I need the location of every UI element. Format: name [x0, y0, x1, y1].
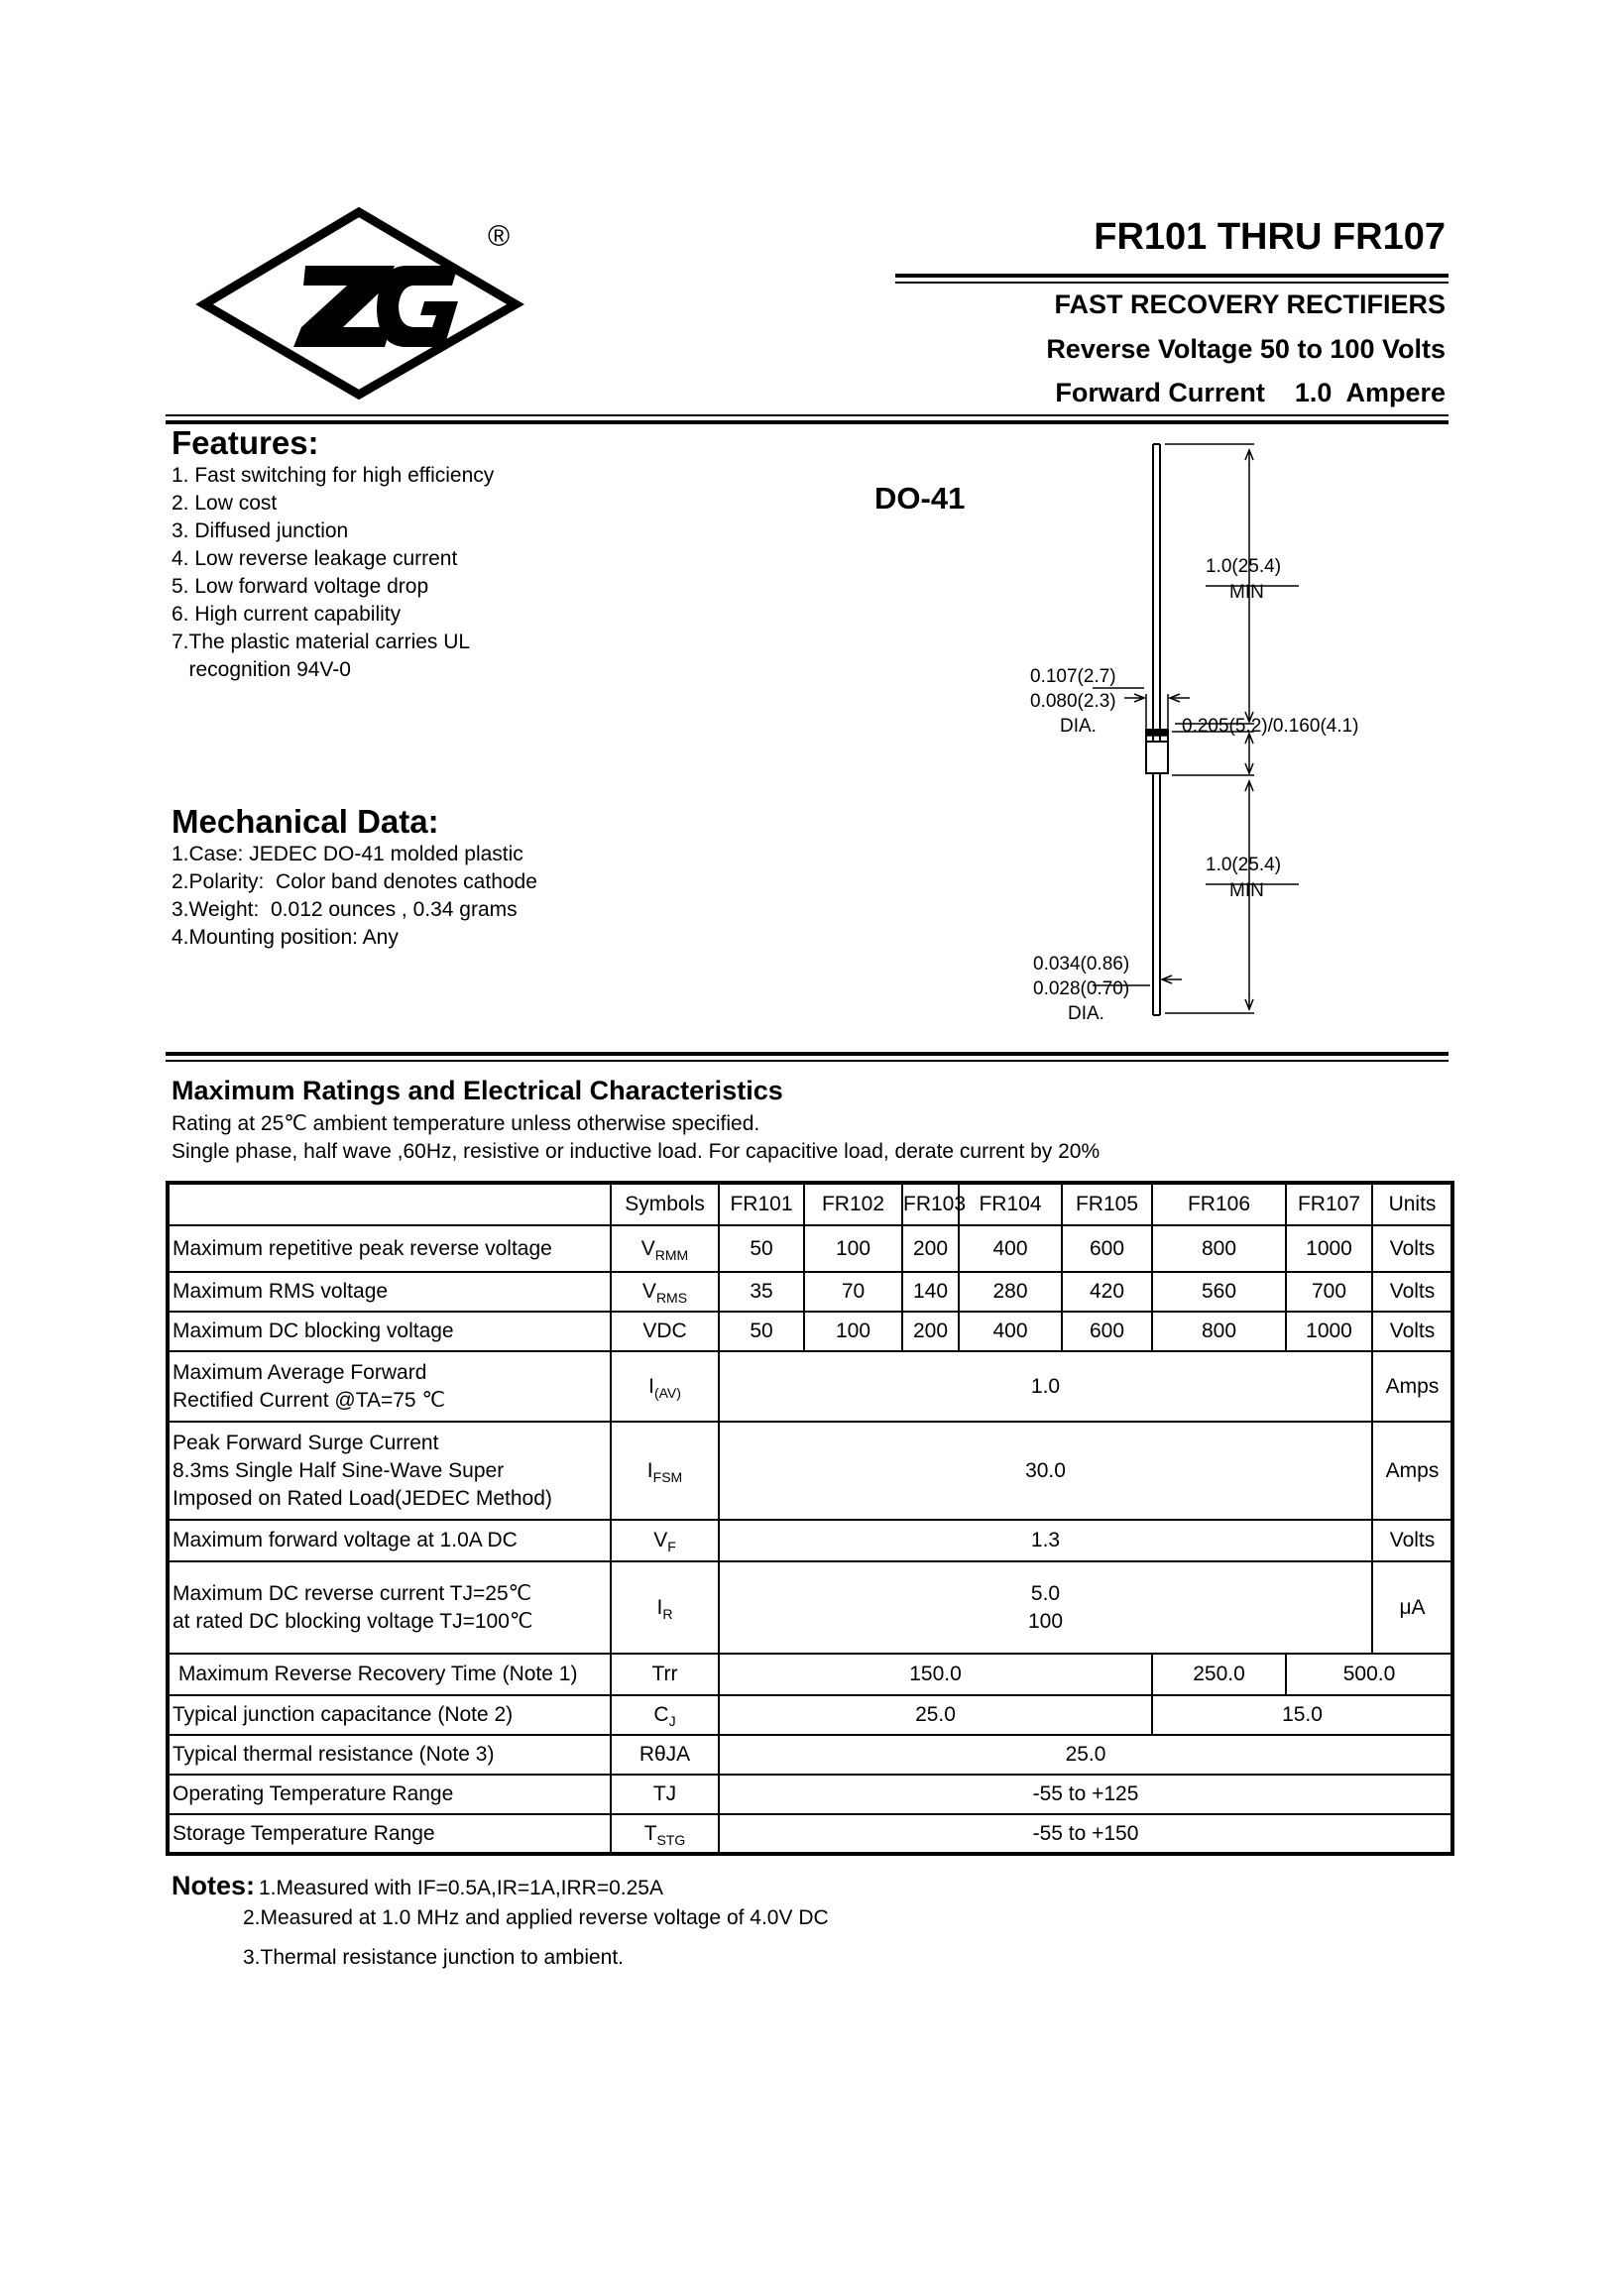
table-row: [168, 1654, 1452, 1695]
value-cell: 1000: [1286, 1225, 1372, 1272]
value-cell: 35: [719, 1272, 804, 1312]
feature-item: 3. Diffused junction: [172, 519, 349, 542]
value-cell: 500.0: [1286, 1654, 1452, 1695]
ratings-condition-2: Single phase, half wave ,60Hz, resistive or inductive load. For capacitive load, derate current by 20%: [172, 1140, 1101, 1163]
ratings-condition-1: Rating at 25℃ ambient temperature unless otherwise specified.: [172, 1112, 760, 1135]
param-desc: Maximum DC blocking voltage: [168, 1312, 611, 1351]
param-symbol: [611, 1422, 719, 1520]
registered-mark: ®: [488, 220, 511, 253]
dim-body-dia-label: DIA.: [1060, 716, 1097, 737]
symbol-sub: (AV): [653, 1384, 681, 1401]
desc-line: Maximum DC reverse current TJ=25℃: [173, 1581, 532, 1605]
symbol-main: I: [648, 1374, 654, 1398]
feature-item: 5. Low forward voltage drop: [172, 575, 429, 598]
section-rule-thin: [166, 414, 1449, 416]
dim-lead-length-top-min: MIN: [1229, 582, 1264, 603]
param-desc: Maximum repetitive peak reverse voltage: [168, 1225, 611, 1272]
value-cell: 700: [1286, 1272, 1372, 1312]
value-cell: -55 to +150: [719, 1814, 1452, 1854]
value-cell: 70: [804, 1272, 902, 1312]
dim-lead-dia-max: 0.034(0.86): [1033, 954, 1130, 975]
param-symbol: Trr: [611, 1654, 719, 1695]
dim-lead-length-top: 1.0(25.4): [1206, 556, 1282, 577]
dim-lead-dia-label: DIA.: [1068, 1003, 1104, 1024]
value-cell: 15.0: [1152, 1695, 1452, 1735]
value-cell: 200: [902, 1312, 959, 1351]
table-row: [168, 1814, 1452, 1854]
value-cell: 1.0: [719, 1351, 1372, 1422]
dim-lead-dia-min: 0.028(0.70): [1033, 978, 1130, 999]
value-cell: 25.0: [719, 1695, 1152, 1735]
value-cell: 800: [1152, 1312, 1286, 1351]
table-row: [168, 1520, 1452, 1561]
desc-line: 8.3ms Single Half Sine-Wave Super: [173, 1458, 505, 1482]
param-desc: Maximum Reverse Recovery Time (Note 1): [168, 1654, 611, 1695]
symbol-main: V: [641, 1280, 656, 1303]
value-cell: 100: [804, 1312, 902, 1351]
header-cell: Units: [1372, 1183, 1452, 1225]
feature-item: 1. Fast switching for high efficiency: [172, 464, 495, 487]
unit-cell: Amps: [1372, 1422, 1452, 1520]
document-title: FR101 THRU FR107: [1094, 216, 1446, 258]
mechanical-title: Mechanical Data:: [172, 803, 439, 840]
value-cell: 250.0: [1152, 1654, 1286, 1695]
value-cell: 1000: [1286, 1312, 1372, 1351]
value-cell: 600: [1062, 1312, 1152, 1351]
table-row: [168, 1561, 1452, 1654]
value-cell: [719, 1561, 1372, 1654]
unit-cell: Volts: [1372, 1272, 1452, 1312]
value-cell: 420: [1062, 1272, 1152, 1312]
param-symbol: TJ: [611, 1775, 719, 1814]
unit-cell: Volts: [1372, 1225, 1452, 1272]
mechanical-item: 1.Case: JEDEC DO-41 molded plastic: [172, 843, 523, 865]
table-row: [168, 1225, 1452, 1272]
param-symbol: [611, 1272, 719, 1312]
mechanical-item: 2.Polarity: Color band denotes cathode: [172, 870, 537, 893]
brand-logo: [198, 208, 525, 397]
feature-item: 6. High current capability: [172, 603, 402, 626]
ratings-rule-thick: [166, 1052, 1449, 1056]
desc-line: at rated DC blocking voltage TJ=100℃: [173, 1609, 533, 1633]
table-row: [168, 1351, 1452, 1422]
value-cell: 30.0: [719, 1422, 1372, 1520]
table-row: [168, 1775, 1452, 1814]
features-list: [172, 462, 494, 684]
symbol-main: T: [643, 1821, 657, 1845]
value-cell: 50: [719, 1312, 804, 1351]
symbol-main: V: [640, 1236, 655, 1260]
symbol-sub: R: [662, 1605, 673, 1622]
header-cell: Symbols: [611, 1183, 719, 1225]
param-desc: Storage Temperature Range: [168, 1814, 611, 1854]
value-cell: 150.0: [719, 1654, 1152, 1695]
features-title: Features:: [172, 424, 319, 461]
dim-lead-length-bottom-min: MIN: [1229, 880, 1264, 901]
section-rule-thick: [166, 420, 1449, 424]
unit-cell: μA: [1372, 1561, 1452, 1654]
param-desc: Maximum forward voltage at 1.0A DC: [168, 1520, 611, 1561]
param-desc: Typical thermal resistance (Note 3): [168, 1735, 611, 1775]
header-cell-empty: [168, 1183, 611, 1225]
symbol-sub: RMS: [655, 1290, 688, 1306]
table-row: [168, 1695, 1452, 1735]
header-cell: FR106: [1152, 1183, 1286, 1225]
param-desc: Operating Temperature Range: [168, 1775, 611, 1814]
param-symbol: [611, 1814, 719, 1854]
table-header-row: [168, 1183, 1452, 1225]
symbol-sub: FSM: [652, 1468, 683, 1485]
param-desc: Typical junction capacitance (Note 2): [168, 1695, 611, 1735]
mechanical-list: [172, 841, 537, 952]
ratings-title: Maximum Ratings and Electrical Characteristics: [172, 1076, 783, 1105]
value-cell: 200: [902, 1225, 959, 1272]
param-desc: [168, 1351, 611, 1422]
param-symbol: RθJA: [611, 1735, 719, 1775]
table-row: [168, 1312, 1452, 1351]
symbol-main: V: [653, 1529, 668, 1551]
param-symbol: [611, 1225, 719, 1272]
desc-line: Imposed on Rated Load(JEDEC Method): [173, 1486, 552, 1510]
value-cell: 800: [1152, 1225, 1286, 1272]
ratings-table: [166, 1181, 1454, 1856]
header-cell: FR102: [804, 1183, 902, 1225]
header-cell: FR107: [1286, 1183, 1372, 1225]
header-cell: FR103: [902, 1183, 959, 1225]
desc-line: Peak Forward Surge Current: [173, 1431, 439, 1454]
symbol-sub: F: [667, 1539, 676, 1554]
param-desc: Maximum RMS voltage: [168, 1272, 611, 1312]
symbol-main: I: [646, 1458, 653, 1482]
param-symbol: VDC: [611, 1312, 719, 1351]
param-desc: [168, 1422, 611, 1520]
symbol-main: I: [656, 1595, 663, 1619]
header-cell: FR104: [959, 1183, 1062, 1225]
param-symbol: [611, 1561, 719, 1654]
header-cell: FR105: [1062, 1183, 1152, 1225]
table-row: [168, 1272, 1452, 1312]
value-cell: 600: [1062, 1225, 1152, 1272]
desc-line: Rectified Current @TA=75 ℃: [173, 1388, 446, 1412]
notes-heading: Notes:: [172, 1871, 256, 1900]
param-desc: [168, 1561, 611, 1654]
feature-item: 2. Low cost: [172, 492, 278, 515]
dim-body-length: 0.205(5.2)/0.160(4.1): [1182, 716, 1359, 737]
value-cell: 400: [959, 1312, 1062, 1351]
param-symbol: [611, 1695, 719, 1735]
value-cell: 1.3: [719, 1520, 1372, 1561]
ratings-rule-thin: [166, 1060, 1449, 1062]
header-rule-thin: [895, 282, 1449, 284]
table-row: [168, 1735, 1452, 1775]
feature-item: 4. Low reverse leakage current: [172, 547, 458, 570]
table-row: [168, 1422, 1452, 1520]
value-cell: 400: [959, 1225, 1062, 1272]
reverse-voltage-spec: Reverse Voltage 50 to 100 Volts: [1046, 334, 1446, 364]
unit-cell: Volts: [1372, 1520, 1452, 1561]
value-cell: 280: [959, 1272, 1062, 1312]
note-3: 3.Thermal resistance junction to ambient.: [243, 1946, 625, 1969]
package-name: DO-41: [874, 481, 966, 516]
feature-item: recognition 94V-0: [172, 658, 351, 681]
symbol-sub: J: [668, 1713, 676, 1729]
mechanical-item: 4.Mounting position: Any: [172, 926, 399, 949]
symbol-main: C: [653, 1703, 669, 1726]
value-cell: 140: [902, 1272, 959, 1312]
value-cell: 560: [1152, 1272, 1286, 1312]
param-symbol: [611, 1351, 719, 1422]
symbol-sub: RMM: [654, 1246, 689, 1263]
dim-body-dia-max: 0.107(2.7): [1030, 666, 1116, 687]
value-line: 100: [1027, 1609, 1064, 1633]
unit-cell: Amps: [1372, 1351, 1452, 1422]
product-category: FAST RECOVERY RECTIFIERS: [1054, 289, 1446, 319]
feature-item: 7.The plastic material carries UL: [172, 631, 471, 653]
mechanical-item: 3.Weight: 0.012 ounces , 0.34 grams: [172, 898, 518, 921]
forward-current-spec: Forward Current 1.0 Ampere: [1055, 378, 1446, 407]
dim-lead-length-bottom: 1.0(25.4): [1206, 855, 1282, 875]
note-1: 1.Measured with IF=0.5A,IR=1A,IRR=0.25A: [259, 1877, 663, 1899]
dim-body-dia-min: 0.080(2.3): [1030, 691, 1116, 712]
unit-cell: Volts: [1372, 1312, 1452, 1351]
note-2: 2.Measured at 1.0 MHz and applied reverse voltage of 4.0V DC: [243, 1906, 829, 1929]
value-cell: 100: [804, 1225, 902, 1272]
desc-line: Maximum Average Forward: [173, 1360, 427, 1384]
symbol-sub: STG: [656, 1831, 686, 1848]
header-cell: FR101: [719, 1183, 804, 1225]
value-cell: 50: [719, 1225, 804, 1272]
value-cell: 25.0: [719, 1735, 1452, 1775]
value-line: 5.0: [1030, 1581, 1061, 1605]
value-cell: -55 to +125: [719, 1775, 1452, 1814]
header-rule-thick: [895, 274, 1449, 278]
param-symbol: [611, 1520, 719, 1561]
